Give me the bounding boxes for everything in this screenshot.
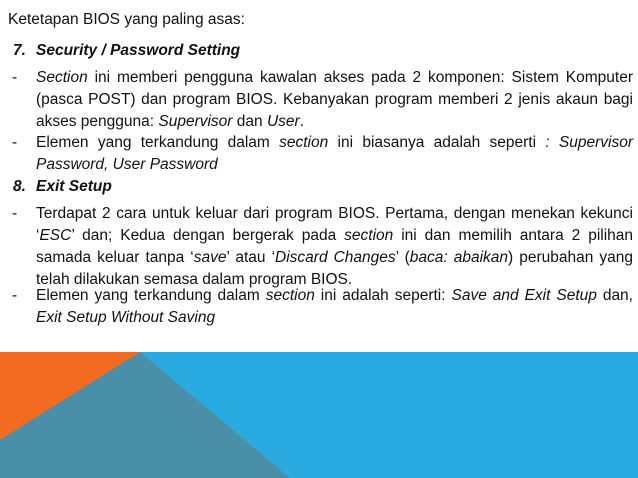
bullet-dash: - <box>12 287 18 304</box>
section-heading-7 <box>13 41 240 61</box>
bullet-text: Elemen yang terkandung dalam section ini adalah seperti: Save and Exit Setup dan, Exit Setup Without Saving <box>36 287 633 326</box>
section-heading-8 <box>13 177 112 197</box>
bullet-dash: - <box>12 205 18 222</box>
section-title: Exit Setup <box>36 178 112 195</box>
bullet-text: Section ini memberi pengguna kawalan akses pada 2 komponen: Sistem Komputer (pasca POST) dan program BIOS. Kebanyakan program memberi 2 jenis akaun bagi akses pengguna: Supervisor dan User. <box>36 69 633 130</box>
bullet-item-1 <box>12 67 633 133</box>
bullet-text: Terdapat 2 cara untuk keluar dari program BIOS. Pertama, dengan menekan kekunci ‘ESC’ dan; Kedua dengan bergerak pada section ini dan memilih antara 2 pilihan samada keluar tanpa ‘save’ atau ‘Discard Changes’ (baca: abaikan) perubahan yang telah dilakukan semasa dalam program BIOS. <box>36 205 634 288</box>
section-title: Security / Password Setting <box>36 42 241 59</box>
bullet-dash: - <box>12 134 18 151</box>
section-number: 8. <box>13 178 26 195</box>
bullet-item-4 <box>12 285 633 329</box>
bullet-text: Elemen yang terkandung dalam section ini biasanya adalah seperti : Supervisor Password, User Password <box>36 134 633 173</box>
bullet-item-2 <box>12 132 633 176</box>
intro-line: Ketetapan BIOS yang paling asas: <box>8 11 245 28</box>
section-number: 7. <box>13 42 26 59</box>
bullet-dash: - <box>12 69 18 86</box>
bullet-item-3 <box>12 203 633 291</box>
